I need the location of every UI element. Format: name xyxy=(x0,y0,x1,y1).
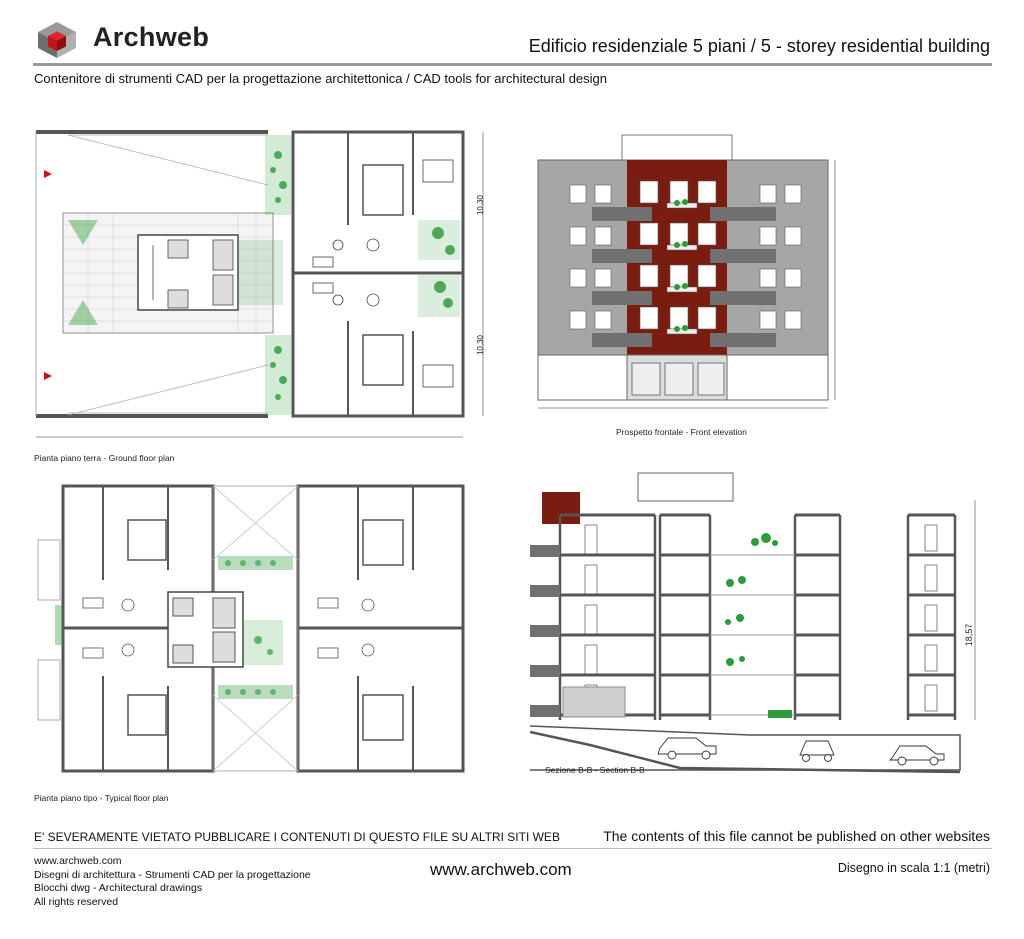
page-subtitle: Contenitore di strumenti CAD per la progettazione architettonica / CAD tools for architectural design xyxy=(34,71,608,86)
copyright-notice-english: The contents of this file cannot be published on other websites xyxy=(603,828,990,844)
typical-floor-caption: Pianta piano tipo - Typical floor plan xyxy=(34,793,169,803)
footer-info xyxy=(34,855,311,909)
section-height-dim: 18,57 xyxy=(964,623,974,647)
footer-line: Disegni di architettura - Strumenti CAD per la progettazione xyxy=(34,868,311,881)
section-caption: Sezione B-B - Section B-B xyxy=(545,765,645,775)
section-bb xyxy=(530,470,990,780)
page-title: Edificio residenziale 5 piani / 5 - storey residential building xyxy=(528,36,990,56)
header-rule xyxy=(33,63,992,66)
ground-floor-plan xyxy=(28,125,498,450)
footer-line: All rights reserved xyxy=(34,895,119,908)
footer-line: Blocchi dwg - Architectural drawings xyxy=(34,882,203,894)
typical-floor-plan xyxy=(28,480,498,780)
footer-line: www.archweb.com xyxy=(34,855,122,867)
footer-rule xyxy=(33,848,992,849)
ground-dim-bottom: 10,30 xyxy=(476,334,485,356)
footer-website-link[interactable]: www.archweb.com xyxy=(430,860,572,879)
drawing-scale: Disegno in scala 1:1 (metri) xyxy=(837,861,990,875)
brand-name: Archweb xyxy=(93,22,210,52)
ground-floor-caption: Pianta piano terra - Ground floor plan xyxy=(34,453,175,463)
front-elevation xyxy=(530,125,840,420)
copyright-notice-italian: E' SEVERAMENTE VIETATO PUBBLICARE I CONTENUTI DI QUESTO FILE SU ALTRI SITI WEB xyxy=(34,830,560,844)
archweb-logo-icon xyxy=(35,20,79,60)
front-elevation-caption: Prospetto frontale - Front elevation xyxy=(616,427,747,437)
ground-dim-top: 10,30 xyxy=(476,194,485,216)
